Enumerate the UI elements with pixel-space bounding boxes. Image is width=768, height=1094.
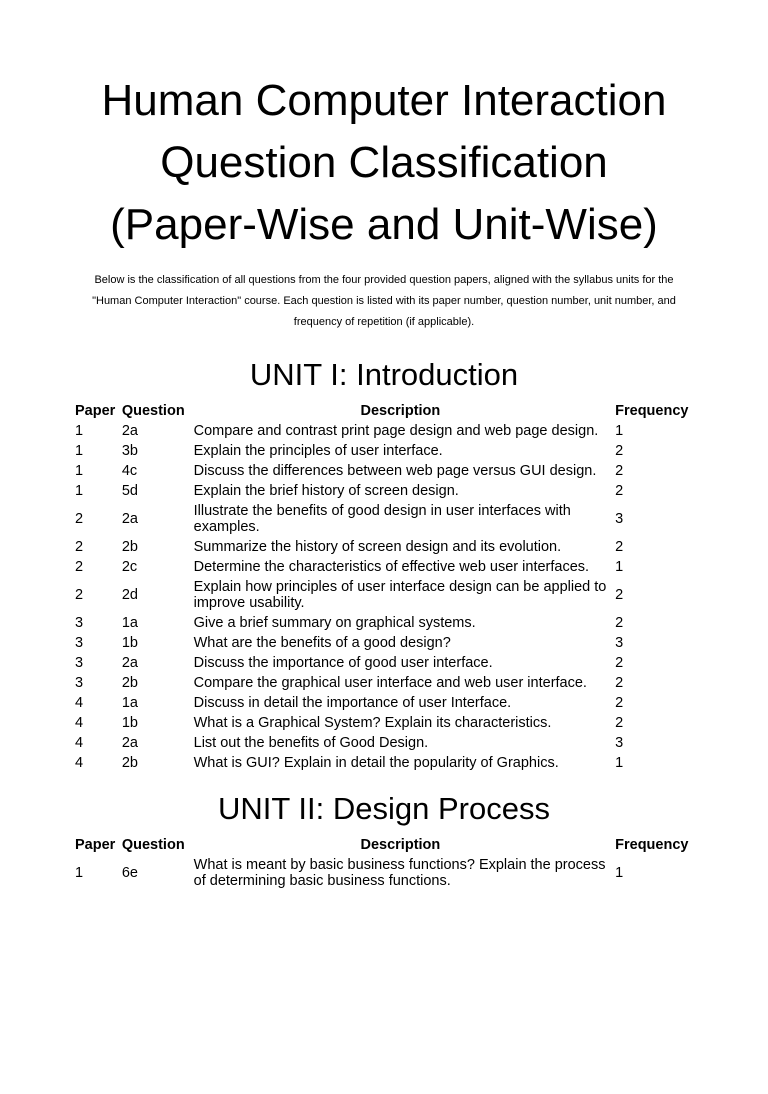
document-title [75,70,693,256]
cell-paper: 3 [75,675,84,691]
cell-frequency: 2 [615,483,624,499]
cell-paper: 1 [75,423,84,439]
table-row [75,653,695,673]
cell-question: 1b [121,715,138,731]
title-line: Human Computer Interaction [101,76,667,125]
cell-frequency: 2 [615,443,624,459]
cell-description: What are the benefits of a good design? [193,635,451,651]
table-row [75,441,695,461]
cell-paper: 2 [75,559,84,575]
intro-line: frequency of repetition (if applicable). [293,316,475,328]
column-header-paper: Paper [75,403,116,419]
cell-paper: 2 [75,511,84,527]
table-row [75,557,695,577]
cell-description: List out the benefits of Good Design. [193,735,429,751]
cell-question: 2a [121,735,138,751]
cell-frequency: 1 [615,865,624,881]
cell-question: 2b [121,675,138,691]
cell-paper: 1 [75,865,84,881]
table-row [75,855,695,891]
column-header-frequency: Frequency [615,837,689,853]
column-header-description: Description [360,837,441,853]
cell-description: Discuss in detail the importance of user Interface. [193,695,512,711]
cell-description: Compare and contrast print page design and web page design. [193,423,599,439]
intro-line: Below is the classification of all questions from the four provided question papers, aligned with the syllabus units for the [94,274,674,286]
cell-description: Give a brief summary on graphical systems. [193,615,476,631]
table-row [75,577,695,613]
cell-paper: 3 [75,635,84,651]
question-table [75,835,695,891]
cell-question: 1b [121,635,138,651]
table-body [75,855,695,891]
cell-description: Compare the graphical user interface and web user interface. [193,675,587,691]
column-header-question: Question [121,837,185,853]
table-row [75,733,695,753]
cell-description: Explain the brief history of screen design. [193,483,459,499]
cell-question: 2a [121,655,138,671]
table-row [75,713,695,733]
question-table [75,401,695,773]
cell-question: 4c [121,463,138,479]
cell-frequency: 2 [615,675,624,691]
table-row [75,673,695,693]
cell-description: Determine the characteristics of effective web user interfaces. [193,559,590,575]
table-row [75,501,695,537]
intro-paragraph [75,270,693,333]
cell-frequency: 2 [615,655,624,671]
cell-paper: 1 [75,483,84,499]
cell-paper: 1 [75,463,84,479]
table-header-row [75,835,695,855]
cell-paper: 1 [75,443,84,459]
column-header-frequency: Frequency [615,403,689,419]
table-row [75,481,695,501]
table-header-row [75,401,695,421]
table-row [75,537,695,557]
cell-paper: 2 [75,539,84,555]
title-line: Question Classification [160,138,608,187]
cell-question: 1a [121,695,138,711]
cell-question: 5d [121,483,138,499]
cell-frequency: 3 [615,735,624,751]
cell-description: Explain the principles of user interface. [193,443,443,459]
table-row [75,613,695,633]
cell-question: 2b [121,539,138,555]
cell-description: What is meant by basic business functions? Explain the process of determining basic business functions. [193,857,606,889]
cell-paper: 4 [75,735,84,751]
table-row [75,693,695,713]
table-body [75,421,695,773]
cell-description: What is GUI? Explain in detail the popularity of Graphics. [193,755,559,771]
cell-frequency: 3 [615,635,624,651]
cell-question: 1a [121,615,138,631]
cell-frequency: 2 [615,695,624,711]
cell-paper: 4 [75,695,84,711]
cell-description: Discuss the differences between web page versus GUI design. [193,463,597,479]
cell-frequency: 2 [615,587,624,603]
cell-question: 2b [121,755,138,771]
cell-description: What is a Graphical System? Explain its characteristics. [193,715,552,731]
cell-question: 2c [121,559,138,575]
cell-frequency: 3 [615,511,624,527]
cell-question: 6e [121,865,138,881]
table-row [75,461,695,481]
cell-question: 2a [121,511,138,527]
cell-question: 2a [121,423,138,439]
intro-line: "Human Computer Interaction" course. Each question is listed with its paper number, question number, unit number, and [92,295,676,307]
cell-frequency: 2 [615,539,624,555]
unit-heading: UNIT I: Introduction [249,357,519,392]
cell-description: Discuss the importance of good user interface. [193,655,493,671]
cell-question: 2d [121,587,138,603]
title-line: (Paper-Wise and Unit-Wise) [110,200,658,249]
cell-frequency: 1 [615,559,624,575]
cell-paper: 4 [75,755,84,771]
cell-frequency: 1 [615,423,624,439]
column-header-question: Question [121,403,185,419]
column-header-description: Description [360,403,441,419]
unit-heading: UNIT II: Design Process [218,791,550,826]
table-row [75,633,695,653]
cell-frequency: 2 [615,463,624,479]
cell-description: Explain how principles of user interface design can be applied to improve usability. [193,579,607,611]
cell-description: Illustrate the benefits of good design in user interfaces with examples. [193,503,571,535]
column-header-paper: Paper [75,837,116,853]
cell-paper: 2 [75,587,84,603]
table-row [75,753,695,773]
cell-frequency: 2 [615,715,624,731]
cell-paper: 3 [75,655,84,671]
cell-frequency: 2 [615,615,624,631]
document-page [0,70,768,1094]
cell-frequency: 1 [615,755,624,771]
cell-paper: 4 [75,715,84,731]
cell-paper: 3 [75,615,84,631]
cell-question: 3b [121,443,138,459]
cell-description: Summarize the history of screen design and its evolution. [193,539,562,555]
table-row [75,421,695,441]
